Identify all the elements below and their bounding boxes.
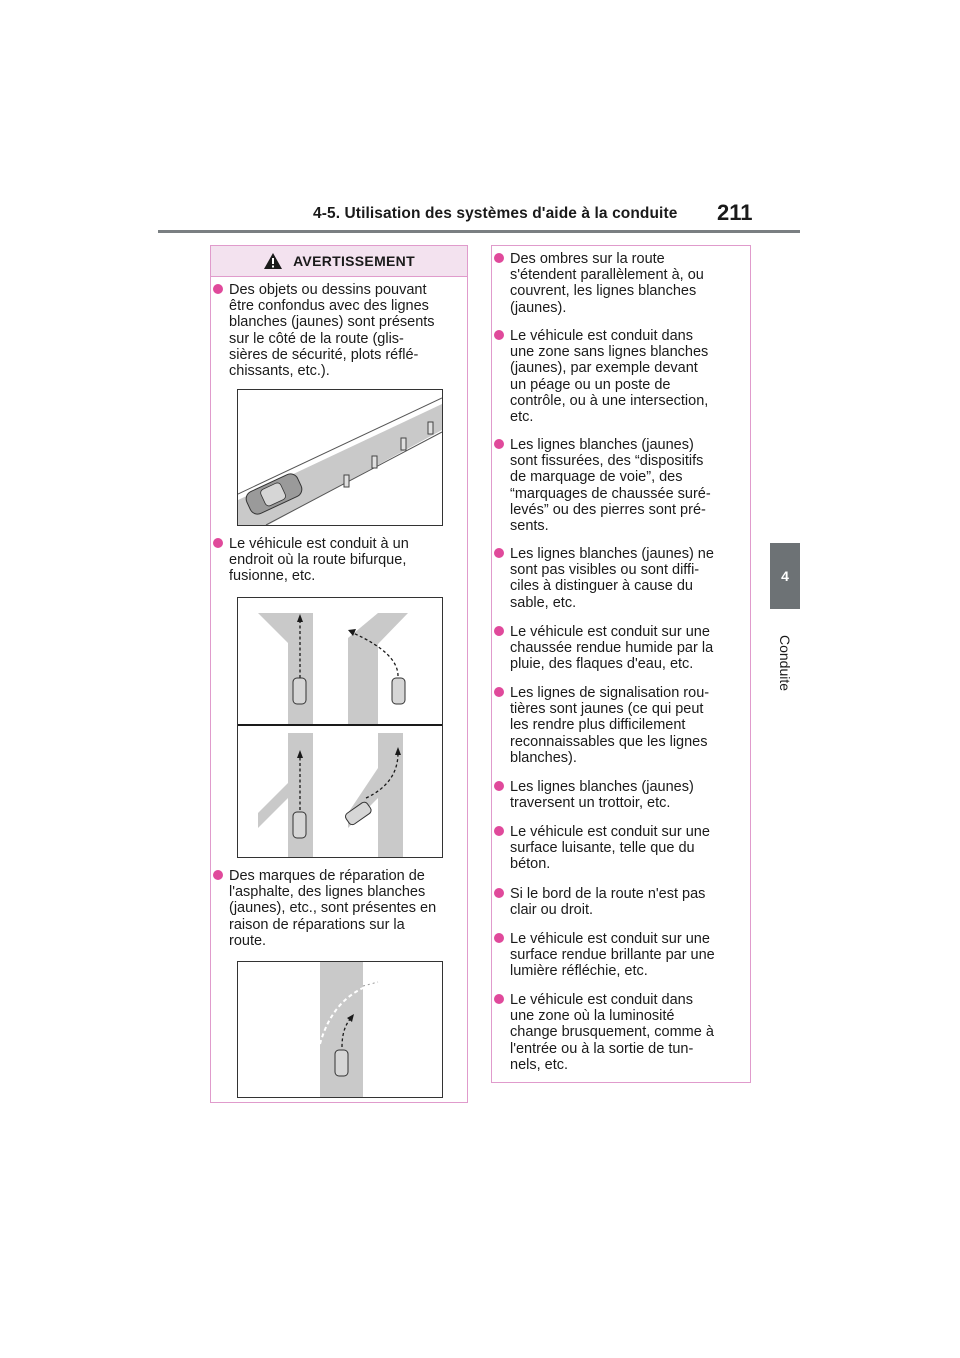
- condition-item: Le véhicule est conduit dans une zone où la luminosité change brusquement, comme à l'entrée ou à la sortie de tun- nels, etc.: [494, 992, 764, 1073]
- warning-item: Des marques de réparation de l'asphalte, des lignes blanches (jaunes), etc., sont présentes en raison de réparations sur la route.: [213, 868, 479, 949]
- header-divider: [158, 230, 800, 233]
- condition-item: Les lignes de signalisation rou- tières sont jaunes (ce qui peut les rendre plus difficilement reconnaissables que les lignes blanches).: [494, 685, 764, 766]
- car-icon: [335, 1050, 348, 1076]
- illustration-road-branching: [237, 597, 443, 858]
- bullet-dot-icon: [494, 626, 504, 636]
- illustration-roadside-posts: [237, 389, 443, 526]
- bullet-dot-icon: [494, 888, 504, 898]
- road-repair-drawing: [238, 962, 442, 1097]
- warning-triangle-icon: [263, 252, 283, 270]
- condition-item: Les lignes blanches (jaunes) sont fissurées, des “dispositifs de marquage de voie”, des “marquages de chaussée suré- levés” ou des pierres sont pré- sents.: [494, 437, 764, 534]
- bullet-dot-icon: [494, 994, 504, 1004]
- bullet-dot-icon: [494, 687, 504, 697]
- condition-item: Des ombres sur la route s'étendent parallèlement à, ou couvrent, les lignes blanches (jaunes).: [494, 251, 764, 316]
- warning-header: [211, 246, 467, 277]
- bullet-dot-icon: [494, 781, 504, 791]
- bullet-dot-icon: [213, 538, 223, 548]
- bullet-dot-icon: [494, 330, 504, 340]
- bullet-dot-icon: [494, 439, 504, 449]
- bullet-dot-icon: [213, 870, 223, 880]
- condition-item: Le véhicule est conduit sur une surface luisante, telle que du béton.: [494, 824, 764, 873]
- condition-item: Si le bord de la route n'est pas clair ou droit.: [494, 886, 764, 918]
- road-branch-drawing: [238, 598, 442, 857]
- bullet-dot-icon: [494, 253, 504, 263]
- bullet-dot-icon: [494, 933, 504, 943]
- condition-item: Les lignes blanches (jaunes) ne sont pas visibles ou sont diffi- ciles à distinguer à cause du sable, etc.: [494, 546, 764, 611]
- condition-item: Le véhicule est conduit sur une surface rendue brillante par une lumière réfléchie, etc.: [494, 931, 764, 980]
- condition-item: Les lignes blanches (jaunes) traversent un trottoir, etc.: [494, 779, 764, 811]
- bullet-dot-icon: [494, 826, 504, 836]
- chapter-label-text: Conduite: [777, 634, 793, 692]
- warning-item: Des objets ou dessins pouvant être confondus avec des lignes blanches (jaunes) sont présents sur le côté de la route (glis- sières de sécurité, plots réflé- chissants, etc.).: [213, 282, 479, 379]
- warning-item: Le véhicule est conduit à un endroit où la route bifurque, fusionne, etc.: [213, 536, 479, 585]
- condition-item: Le véhicule est conduit dans une zone sans lignes blanches (jaunes), par exemple devant un péage ou un poste de contrôle, ou à une intersection, etc.: [494, 328, 764, 425]
- bullet-dot-icon: [213, 284, 223, 294]
- road-posts-drawing: [238, 390, 442, 525]
- illustration-road-repairs: [237, 961, 443, 1098]
- section-title: 4-5. Utilisation des systèmes d'aide à la conduite: [313, 205, 678, 222]
- condition-item: Le véhicule est conduit sur une chaussée rendue humide par la pluie, des flaques d'eau, etc.: [494, 624, 764, 673]
- warning-title: AVERTISSEMENT: [293, 253, 415, 269]
- chapter-number: 4: [781, 568, 789, 584]
- page-number: 211: [717, 200, 753, 225]
- chapter-label: [772, 618, 798, 708]
- chapter-tab: [770, 543, 800, 609]
- bullet-dot-icon: [494, 548, 504, 558]
